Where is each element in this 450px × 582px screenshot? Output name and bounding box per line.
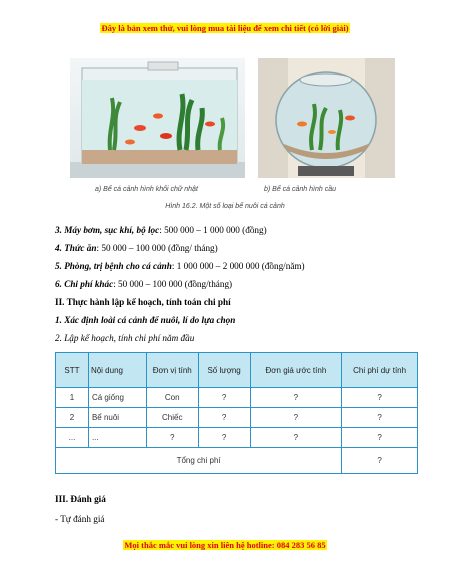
table-row — [56, 408, 418, 428]
column-header: Đơn vị tính — [146, 353, 198, 388]
preview-banner: Đây là bản xem thử, vui lòng mua tài liệu để xem chi tiết (có lời giải) — [101, 23, 349, 33]
subheading: 2. Lập kế hoạch, tính chi phí năm đầu — [55, 333, 195, 343]
table-cell: 1 — [56, 388, 89, 408]
body-text: - Tự đánh giá — [55, 514, 105, 524]
total-label: Tổng chi phí — [56, 448, 342, 474]
rectangular-tank-image — [70, 58, 245, 178]
table-cell: ? — [198, 428, 250, 448]
table-cell: ? — [250, 388, 342, 408]
total-value: ? — [342, 448, 418, 474]
spherical-tank-image — [258, 58, 395, 178]
cost-table — [55, 352, 418, 474]
list-item: 4. Thức ăn: 50 000 – 100 000 (đồng/ tháng) — [55, 243, 218, 253]
table-row — [56, 388, 418, 408]
table-cell: ? — [250, 428, 342, 448]
column-header: Số lượng — [198, 353, 250, 388]
section-heading: III. Đánh giá — [55, 494, 106, 504]
list-item: 6. Chi phí khác: 50 000 – 100 000 (đồng/tháng) — [55, 279, 233, 289]
table-header-row — [56, 353, 418, 388]
table-cell: Cá giống — [88, 388, 146, 408]
column-header: Chi phí dự tính — [342, 353, 418, 388]
table-cell: Bể nuôi — [88, 408, 146, 428]
table-row — [56, 428, 418, 448]
table-cell: ... — [88, 428, 146, 448]
table-cell: ? — [198, 388, 250, 408]
list-item: 3. Máy bơm, sục khí, bộ lọc: 500 000 – 1 000 000 (đồng) — [55, 225, 267, 235]
section-heading: II. Thực hành lập kế hoạch, tính toán chi phí — [55, 297, 231, 307]
hotline-banner: Mọi thắc mắc vui lòng xin liên hệ hotline: 084 283 56 85 — [124, 540, 326, 550]
table-cell: ... — [56, 428, 89, 448]
table-cell: ? — [342, 388, 418, 408]
table-cell: ? — [342, 408, 418, 428]
column-header: Nội dung — [88, 353, 146, 388]
table-total-row — [56, 448, 418, 474]
table-cell: ? — [146, 428, 198, 448]
figure-caption: Hình 16.2. Một số loại bể nuôi cá cảnh — [165, 203, 285, 210]
list-item: 5. Phòng, trị bệnh cho cá cảnh: 1 000 000 – 2 000 000 (đồng/năm) — [55, 261, 305, 271]
figure-caption-b: b) Bể cá cảnh hình cầu — [264, 186, 336, 193]
table-cell: 2 — [56, 408, 89, 428]
column-header: Đơn giá ước tính — [250, 353, 342, 388]
table-cell: ? — [342, 428, 418, 448]
figure-photos — [70, 58, 395, 190]
table-cell: Con — [146, 388, 198, 408]
figure-caption-a: a) Bể cá cảnh hình khối chữ nhật — [95, 186, 198, 193]
column-header: STT — [56, 353, 89, 388]
table-cell: ? — [250, 408, 342, 428]
table-cell: ? — [198, 408, 250, 428]
table-cell: Chiếc — [146, 408, 198, 428]
subheading: 1. Xác định loài cá cảnh để nuôi, lí do lựa chọn — [55, 315, 236, 325]
